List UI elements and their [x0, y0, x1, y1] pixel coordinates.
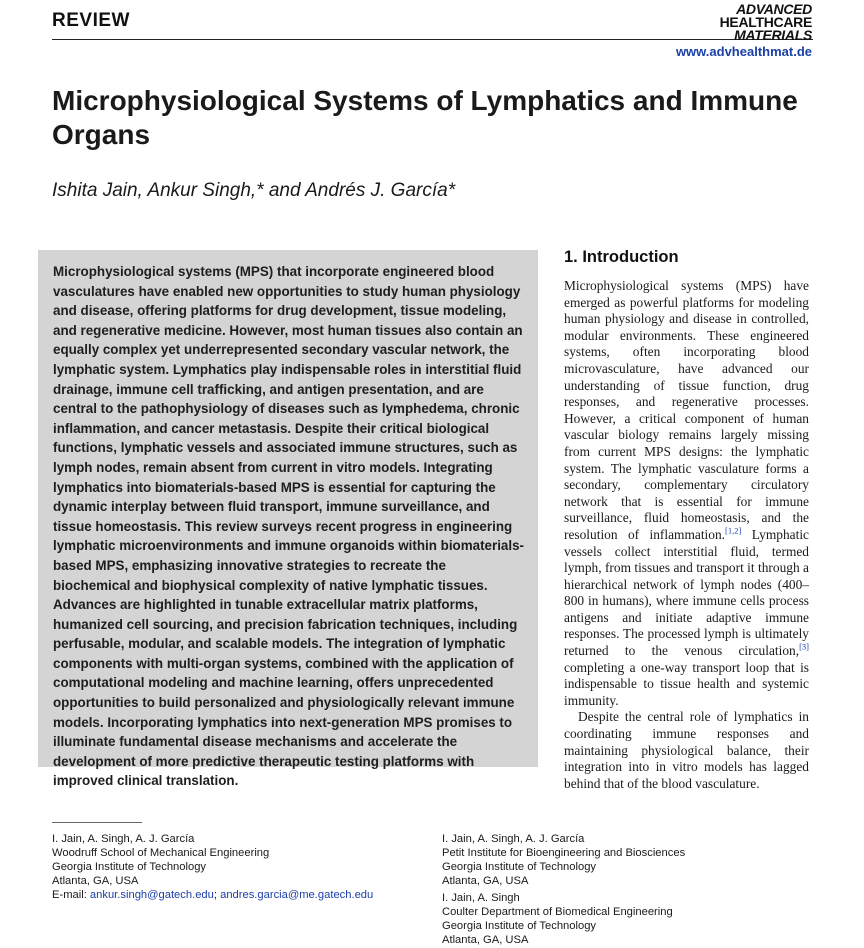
- author-list: Ishita Jain, Ankur Singh,* and Andrés J. García*: [52, 180, 456, 201]
- intro-p1-part-c: completing a one-way transport loop that is indispensable to tissue health and systemic immunity.: [564, 659, 809, 708]
- email-label: E-mail:: [52, 889, 90, 901]
- email-separator: ;: [213, 889, 221, 901]
- introduction-body: [564, 278, 809, 792]
- citation-link-3[interactable]: [3]: [799, 641, 809, 652]
- journal-logo: [682, 2, 812, 42]
- abstract-text: Microphysiological systems (MPS) that incorporate engineered blood vasculatures have enabled new opportunities to study human physiology and disease, offering platforms for drug development, tissue modeling, and regenerative medicine. However, most human tissues also contain an equally complex yet underrepresented secondary vascular network, the lymphatic system. Lymphatics play indispensable roles in interstitial fluid drainage, immune cell trafficking, and antigen presentation, and are central to the pathophysiology of diseases such as lymphedema, chronic inflammation, and cancer metastasis. Despite their critical biological functions, lymphatic vessels and associated immune structures, such as lymph nodes, remain absent from current in vitro models. Integrating lymphatics into biomaterials-based MPS is essential for capturing the dynamic interplay between fluid transport, immune surveillance, and tissue homeostasis. This review surveys recent progress in engineering lymphatic microenvironments and immune organoids within biomaterials-based MPS, emphasizing innovative strategies to recreate the biochemical and biophysical complexity of native lymphatic tissues. Advances are highlighted in tunable extracellular matrix platforms, humanized cell sourcing, and precision fabrication techniques, including perfusable, modular, and scalable models. The integration of lymphatic components with multi-organ systems, combined with the application of computational modeling and machine learning, offers unprecedented opportunities to build personalized and physiologically relevant immune models. Incorporating lymphatics into next-generation MPS promises to illuminate fundamental disease mechanisms and accelerate the development of more predictive therapeutic testing platforms with improved clinical translation.: [53, 264, 524, 789]
- introduction-heading: 1. Introduction: [564, 248, 679, 266]
- affiliation-names: I. Jain, A. Singh, A. J. García: [442, 833, 585, 845]
- affiliation-city: Atlanta, GA, USA: [442, 934, 529, 946]
- logo-line-1: ADVANCED: [736, 1, 812, 17]
- affiliation-department: Woodruff School of Mechanical Engineering: [52, 847, 270, 859]
- email-link-garcia[interactable]: andres.garcia@me.gatech.edu: [220, 889, 374, 901]
- introduction-paragraph-1: [564, 278, 809, 709]
- logo-line-3: MATERIALS: [734, 27, 812, 43]
- affiliation-right-1: [442, 832, 685, 888]
- footnote-rule: [52, 822, 142, 823]
- introduction-paragraph-2: Despite the central role of lymphatics in coordinating immune responses and maintaining physiological balance, their integration into in vitro models has lagged behind that of the blood vasculature.: [564, 709, 809, 791]
- affiliation-right-2: [442, 891, 673, 947]
- affiliation-department: Petit Institute for Bioengineering and Biosciences: [442, 847, 686, 859]
- intro-p1-part-a: Microphysiological systems (MPS) have emerged as powerful platforms for modeling human physiology and disease in controlled, modular environments. These engineered systems, often incorporating blood microvasculature, have advanced our understanding of tissue function, drug responses, and regenerative processes. However, a critical component of human vascular biology remains largely missing from current MPS designs: the lymphatic system. The lymphatic vasculature forms a secondary, complementary circulatory network that is essential for immune surveillance, fluid homeostasis, and the resolution of inflammation.: [564, 278, 809, 542]
- abstract-box: [38, 250, 538, 789]
- email-link-singh[interactable]: ankur.singh@gatech.edu: [89, 889, 214, 901]
- affiliation-left: [52, 832, 373, 902]
- affiliation-names: I. Jain, A. Singh, A. J. García: [52, 833, 195, 845]
- affiliation-email-line: [52, 888, 373, 902]
- affiliation-names: I. Jain, A. Singh: [442, 892, 520, 904]
- article-title: Microphysiological Systems of Lymphatics and Immune Organs: [52, 85, 798, 150]
- logo-line-2: HEALTHCARE: [719, 14, 812, 30]
- affiliation-institution: Georgia Institute of Technology: [442, 861, 597, 873]
- affiliation-city: Atlanta, GA, USA: [442, 875, 529, 887]
- journal-url-link[interactable]: www.advhealthmat.de: [675, 44, 812, 59]
- affiliation-city: Atlanta, GA, USA: [52, 875, 139, 887]
- intro-p1-part-b: Lymphatic vessels collect interstitial fluid, termed lymph, from tissues and transport it through a hierarchical network of lymph nodes (400–800 in humans), where immune cells process antigens and initiate adaptive immune responses. The processed lymph is ultimately returned to the venous circulation,: [564, 526, 809, 659]
- citation-link-1-2[interactable]: [1,2]: [725, 525, 742, 536]
- affiliation-department: Coulter Department of Biomedical Engineering: [442, 906, 673, 918]
- affiliation-institution: Georgia Institute of Technology: [52, 861, 207, 873]
- affiliation-institution: Georgia Institute of Technology: [442, 920, 597, 932]
- section-label: REVIEW: [52, 10, 130, 31]
